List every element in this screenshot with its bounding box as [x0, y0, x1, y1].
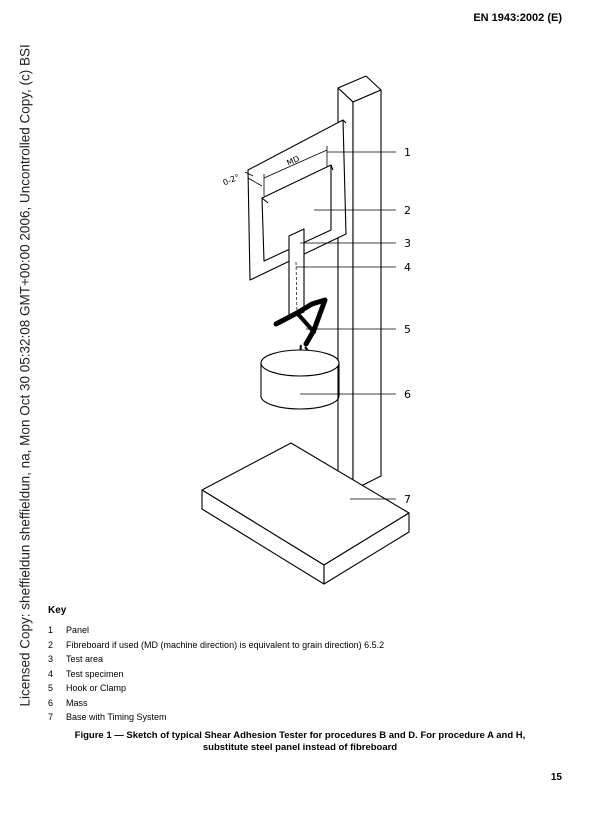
key-number: 3	[48, 654, 54, 664]
list-item	[48, 667, 384, 682]
list-item	[48, 652, 384, 667]
key-number: 5	[48, 683, 54, 693]
key-number: 4	[48, 668, 54, 679]
callout-1: 1	[404, 146, 411, 159]
key-text: Mass	[66, 697, 88, 708]
figure-caption	[40, 730, 560, 754]
list-item	[48, 696, 384, 711]
key-number: 1	[48, 625, 54, 635]
list-item	[48, 710, 384, 725]
key-heading: Key	[48, 605, 67, 616]
page-number: 15	[550, 772, 562, 783]
callout-7: 7	[404, 493, 411, 506]
list-item	[48, 623, 384, 638]
list-item	[48, 638, 384, 653]
angle-label: 0-2°	[221, 172, 241, 188]
list-item	[48, 681, 384, 696]
key-number: 7	[48, 712, 54, 722]
caption-line-1: Figure 1 — Sketch of typical Shear Adhesion Tester for procedures B and D. For procedure A and H,	[74, 730, 526, 741]
key-text: Test specimen	[66, 668, 124, 679]
mass-cylinder	[261, 350, 339, 409]
callout-4: 4	[404, 261, 411, 274]
caption-line-2: substitute steel panel instead of fibreboard	[202, 742, 398, 753]
key-number: 2	[48, 639, 54, 650]
license-stamp: Licensed Copy: sheffieldun sheffieldun, na, Mon Oct 30 05:32:08 GMT+00:00 2006, Uncontrolled Copy, (c) BSI	[17, 44, 33, 707]
key-list	[48, 623, 384, 725]
callout-6: 6	[404, 388, 411, 401]
key-text: Fibreboard if used (MD (machine direction) is equivalent to grain direction) 6.5.2	[66, 639, 385, 650]
key-text: Panel	[66, 625, 90, 635]
key-text: Test area	[66, 654, 104, 664]
pillar	[338, 76, 381, 490]
callout-5: 5	[404, 323, 411, 336]
callout-3: 3	[404, 237, 411, 250]
key-text: Base with Timing System	[66, 712, 167, 722]
callout-2: 2	[404, 204, 411, 217]
key-number: 6	[48, 697, 54, 708]
key-text: Hook or Clamp	[66, 683, 127, 693]
test-specimen	[289, 229, 304, 318]
md-label: MD	[285, 154, 301, 168]
document-id: EN 1943:2002 (E)	[473, 12, 562, 24]
